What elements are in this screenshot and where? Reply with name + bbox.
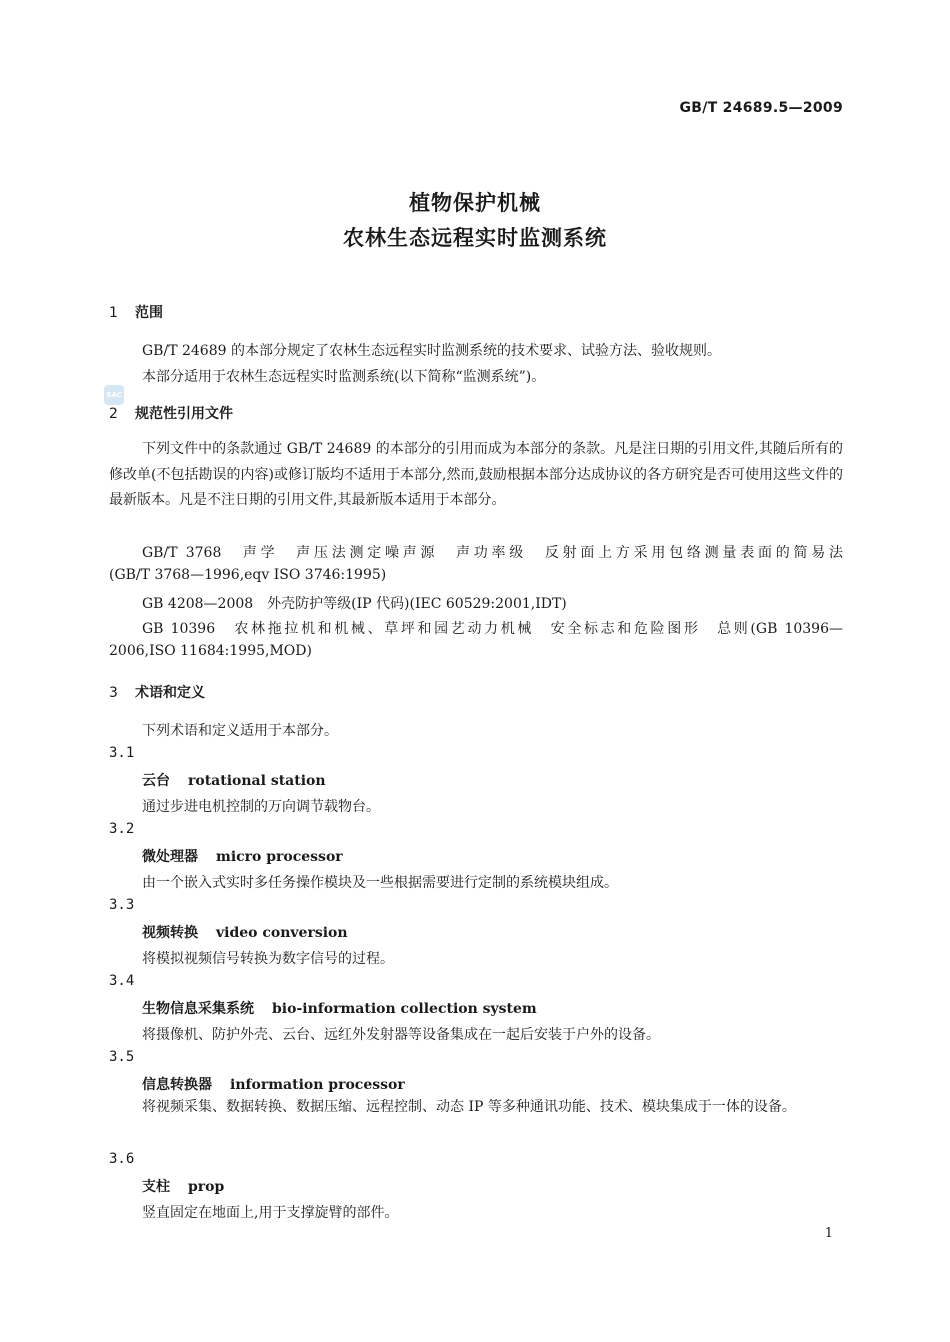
section-title: 规范性引用文件 xyxy=(135,406,233,422)
term-title xyxy=(142,846,343,866)
term-title xyxy=(142,922,348,942)
section-3-heading xyxy=(109,682,205,702)
term-en: video conversion xyxy=(216,925,348,941)
term-zh: 视频转换 xyxy=(142,925,198,941)
section-number: 2 xyxy=(109,406,118,422)
term-en: bio-information collection system xyxy=(272,1001,537,1017)
term-zh: 生物信息采集系统 xyxy=(142,1001,254,1017)
reference-gb-t-3768-line2: (GB/T 3768—1996,eqv ISO 3746:1995) xyxy=(109,567,387,583)
term-en: prop xyxy=(188,1179,225,1195)
section-1-heading xyxy=(109,302,163,322)
section-2-heading xyxy=(109,403,233,423)
document-title-line1: 植物保护机械 xyxy=(409,191,541,215)
term-title xyxy=(142,1074,405,1094)
reference-gb-10396-line1: GB 10396 农林拖拉机和机械、草坪和园艺动力机械 安全标志和危险图形 总则(GB 10396— xyxy=(142,621,843,637)
term-zh: 支柱 xyxy=(142,1179,170,1195)
section-number: 3 xyxy=(109,685,118,701)
section-number: 1 xyxy=(109,305,118,321)
term-en: rotational station xyxy=(188,773,326,789)
scope-paragraph-1: GB/T 24689 的本部分规定了农林生态远程实时监测系统的技术要求、试验方法、验收规则。 xyxy=(142,343,721,359)
standard-code: GB/T 24689.5—2009 xyxy=(679,100,843,116)
term-title xyxy=(142,1176,224,1196)
term-definition: 由一个嵌入式实时多任务操作模块及一些根据需要进行定制的系统模块组成。 xyxy=(142,875,618,891)
term-definition: 将摄像机、防护外壳、云台、远红外发射器等设备集成在一起后安装于户外的设备。 xyxy=(142,1027,660,1043)
term-number: 3.3 xyxy=(109,897,135,913)
normative-references-intro: 下列文件中的条款通过 GB/T 24689 的本部分的引用而成为本部分的条款。凡是注日期的引用文件,其随后所有的修改单(不包括勘误的内容)或修订版均不适用于本部分,然而,鼓励根据本部分达成协议的各方研究是否可使用这些文件的最新版本。凡是不注日期的引用文件,其最新版本适用于本部分。 xyxy=(109,441,843,508)
reference-gb-10396-line2: 2006,ISO 11684:1995,MOD) xyxy=(109,643,312,659)
term-en: information processor xyxy=(230,1077,405,1093)
term-zh: 微处理器 xyxy=(142,849,198,865)
term-zh: 云台 xyxy=(142,773,170,789)
term-title xyxy=(142,770,326,790)
section-title: 术语和定义 xyxy=(135,685,205,701)
page-number: 1 xyxy=(824,1226,833,1241)
scope-paragraph-2: 本部分适用于农林生态远程实时监测系统(以下简称“监测系统”)。 xyxy=(142,369,546,385)
section-title: 范围 xyxy=(135,305,163,321)
terms-intro: 下列术语和定义适用于本部分。 xyxy=(142,723,338,739)
term-definition: 将模拟视频信号转换为数字信号的过程。 xyxy=(142,951,394,967)
term-number: 3.6 xyxy=(109,1151,135,1167)
reference-gb-4208: GB 4208—2008 外壳防护等级(IP 代码)(IEC 60529:2001,IDT) xyxy=(142,596,567,612)
term-number: 3.1 xyxy=(109,745,135,761)
term-zh: 信息转换器 xyxy=(142,1077,212,1093)
term-title xyxy=(142,998,537,1018)
term-definition: 竖直固定在地面上,用于支撑旋臂的部件。 xyxy=(142,1205,399,1221)
reference-gb-t-3768-line1: GB/T 3768 声学 声压法测定噪声源 声功率级 反射面上方采用包络测量表面的简易法 xyxy=(142,545,843,561)
term-en: micro processor xyxy=(216,849,343,865)
term-definition: 将视频采集、数据转换、数据压缩、远程控制、动态 IP 等多种通讯功能、技术、模块集成于一体的设备。 xyxy=(142,1099,796,1115)
term-number: 3.2 xyxy=(109,821,135,837)
document-title-line2: 农林生态远程实时监测系统 xyxy=(343,226,607,250)
term-number: 3.4 xyxy=(109,973,135,989)
term-definition: 通过步进电机控制的万向调节载物台。 xyxy=(142,799,380,815)
term-number: 3.5 xyxy=(109,1049,135,1065)
sac-watermark-logo: SAC xyxy=(104,385,124,405)
